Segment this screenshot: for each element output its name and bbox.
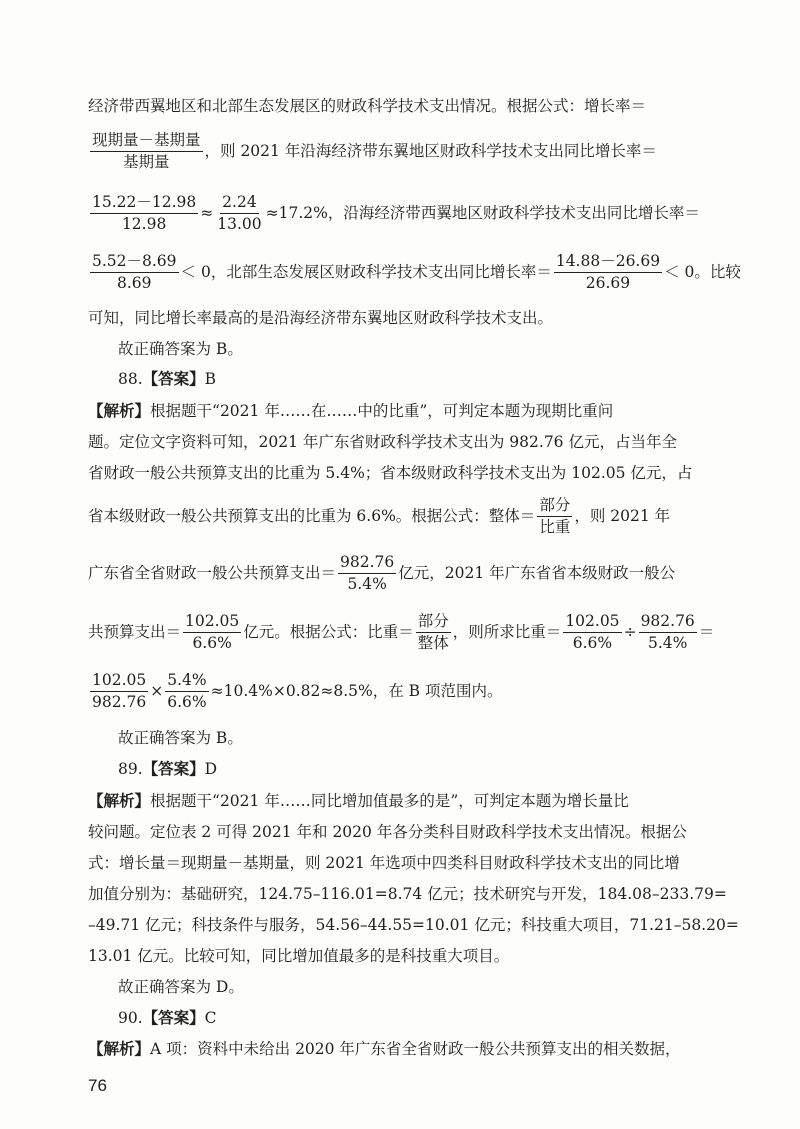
text-line-19: 式：增长量＝现期量－基期量，则 2021 年选项中四类科目财政科学技术支出的同比增 [88, 854, 680, 872]
text-line-20: 加值分别为：基础研究，124.75–116.01=8.74 亿元；技术研究与开发，184.08–233.79= [88, 885, 727, 903]
page-number: 76 [88, 1076, 107, 1095]
text-line-15: 故正确答案为 B。 [118, 729, 243, 747]
fraction: $\frac{102.05}{6.6\%}$ [185, 612, 240, 653]
fraction: $\frac{\text{部分}}{\text{比重}}$ [539, 496, 571, 537]
text-line-12: 广东省全省财政一般公共预算支出＝ $\frac{982.76}{5.4\%}$ 亿元，2021 年广东省省本级财政一般公 [88, 553, 676, 594]
answer-89: 89.【答案】D [118, 760, 218, 778]
text-line-9: 题。定位文字资料可知，2021 年广东省财政科学技术支出为 982.76 亿元，占当年全 [88, 433, 677, 451]
text-line-14: $\frac{102.05}{982.76}$ × $\frac{5.4\%}{6.6\%}$ ≈10.4%×0.82≈8.5%，在 B 项范围内。 [92, 671, 503, 712]
text-line-18: 较问题。定位表 2 可得 2021 年和 2020 年各分类科目财政科学技术支出情况。根据公 [88, 823, 687, 841]
fraction-growth-rate: $\frac{\text{现期量－基期量}}{\text{基期量}}$ [92, 131, 201, 172]
text-line-11: 省本级财政一般公共预算支出的比重为 6.6%。根据公式：整体＝ $\frac{\text{部分}}{\text{比重}}$ ，则 2021 年 [88, 496, 671, 537]
analysis-88: 【解析】根据题干“2021 年……在……中的比重”，可判定本题为现期比重问 [88, 402, 614, 420]
text-line-1: 经济带西翼地区和北部生态发展区的财政科学技术支出情况。根据公式：增长率＝ [88, 97, 647, 115]
analysis-90: 【解析】A 项：资料中未给出 2020 年广东省全省财政一般公共预算支出的相关数据， [88, 1040, 681, 1058]
answer-90: 90.【答案】C [118, 1009, 217, 1027]
analysis-tag: 【解析】 [88, 792, 151, 810]
text-line-21: –49.71 亿元；科技条件与服务，54.56–44.55=10.01 亿元；科技重大项目，71.21–58.20= [88, 916, 739, 934]
fraction: $\frac{982.76}{5.4\%}$ [640, 612, 695, 653]
fraction: $\frac{5.52-8.69}{8.69}$ [92, 252, 177, 293]
fraction: $\frac{\text{部分}}{\text{整体}}$ [417, 612, 449, 653]
fraction: $\frac{102.05}{6.6\%}$ [565, 612, 620, 653]
answer-tag: 【答案】 [142, 1009, 205, 1027]
text-line-23: 故正确答案为 D。 [118, 978, 244, 996]
analysis-tag: 【解析】 [88, 1040, 151, 1058]
answer-88: 88.【答案】B [118, 370, 217, 388]
text-line-3: $\frac{15.22-12.98}{12.98}$ ≈ $\frac{2.24}{13.00}$ ≈17.2%，沿海经济带西翼地区财政科学技术支出同比增长率＝ [92, 193, 700, 234]
analysis-tag: 【解析】 [88, 402, 151, 420]
fraction: $\frac{102.05}{982.76}$ [92, 671, 147, 712]
fraction: $\frac{15.22-12.98}{12.98}$ [92, 193, 197, 234]
text-line-6: 故正确答案为 B。 [118, 340, 243, 358]
text-line-13: 共预算支出＝ $\frac{102.05}{6.6\%}$ 亿元。根据公式：比重＝ $\frac{\text{部分}}{\text{整体}}$ ，则所求比重＝ $\frac{102.05}{6.6\%}$ ÷ $\frac{982.76}{5.4\%}$ ＝ [88, 612, 715, 653]
fraction: $\frac{982.76}{5.4\%}$ [340, 553, 395, 594]
text-line-4: $\frac{5.52-8.69}{8.69}$ ＜ 0，北部生态发展区财政科学技术支出同比增长率＝ $\frac{14.88-26.69}{26.69}$ ＜ 0。比较 [92, 252, 741, 293]
text-line-5: 可知，同比增长率最高的是沿海经济带东翼地区财政科学技术支出。 [88, 309, 554, 327]
text-line-22: 13.01 亿元。比较可知，同比增加值最多的是科技重大项目。 [88, 947, 510, 965]
fraction: $\frac{2.24}{13.00}$ [217, 193, 262, 234]
fraction: $\frac{14.88-26.69}{26.69}$ [555, 252, 661, 293]
analysis-89: 【解析】根据题干“2021 年……同比增加值最多的是”，可判定本题为增长量比 [88, 792, 629, 810]
text-line-2: $\frac{\text{现期量－基期量}}{\text{基期量}}$ ，则 2021 年沿海经济带东翼地区财政科学技术支出同比增长率＝ [92, 131, 657, 172]
text-line-10: 省财政一般公共预算支出的比重为 5.4%；省本级财政科学技术支出为 102.05 亿元，占 [88, 464, 693, 482]
answer-tag: 【答案】 [142, 370, 205, 388]
answer-tag: 【答案】 [142, 760, 205, 778]
fraction: $\frac{5.4\%}{6.6\%}$ [167, 671, 207, 712]
